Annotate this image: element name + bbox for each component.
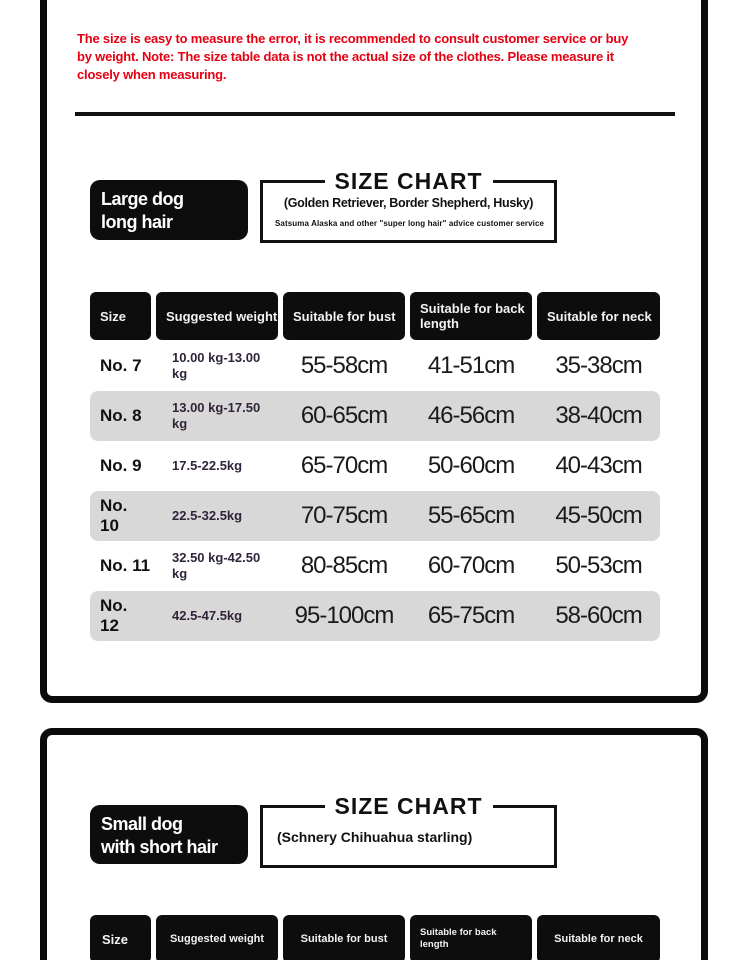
header-suitable-bust: Suitable for bust	[283, 292, 405, 340]
header-suitable-neck: Suitable for neck	[537, 915, 660, 960]
row-weight-value: 42.5-47.5kg	[172, 608, 243, 623]
large-dog-breeds: (Golden Retriever, Border Shepherd, Husky)	[283, 196, 534, 210]
header-suggested-weight: Suggested weight	[156, 915, 278, 960]
section-divider	[75, 112, 675, 116]
row-size: No. 10	[100, 496, 128, 535]
large-dog-size-table	[90, 292, 660, 641]
row-weight	[156, 441, 278, 491]
small-dog-chart-box	[260, 793, 557, 868]
table-row	[90, 341, 660, 391]
header-suitable-back-length: Suitable for back length	[410, 292, 532, 340]
header-size: Size	[90, 915, 151, 960]
row-weight-value: 17.5-22.5kg	[172, 458, 243, 473]
row-back-length: 46-56cm	[427, 402, 515, 429]
row-weight	[156, 591, 278, 641]
large-dog-label-line2: long hair	[101, 212, 173, 232]
header-size: Size	[90, 292, 151, 340]
table-header-row	[90, 292, 660, 340]
table-row	[90, 491, 660, 541]
small-dog-label-line2: with short hair	[101, 836, 218, 857]
row-size: No. 7	[100, 356, 142, 375]
small-dog-breeds: (Schnery Chihuahua starling)	[277, 828, 473, 845]
row-size: No. 8	[100, 406, 142, 425]
row-weight-value: 13.00 kg-17.50 kg	[172, 400, 261, 431]
small-dog-label-line1: Small dog	[101, 813, 183, 834]
row-weight	[156, 491, 278, 541]
row-bust: 60-65cm	[300, 402, 388, 429]
small-dog-size-table	[90, 915, 660, 960]
header-suitable-back-length	[410, 915, 532, 960]
header-suitable-bust: Suitable for bust	[283, 915, 405, 960]
row-bust: 70-75cm	[300, 502, 388, 529]
small-dog-label	[90, 805, 248, 864]
large-dog-chart-box	[260, 168, 557, 243]
row-weight	[156, 341, 278, 391]
row-weight	[156, 391, 278, 441]
large-dog-panel	[40, 0, 708, 703]
row-neck: 58-60cm	[555, 602, 642, 629]
row-neck: 38-40cm	[555, 402, 642, 429]
large-dog-label-line1: Large dog	[101, 189, 184, 209]
table-row	[90, 541, 660, 591]
header-suitable-neck: Suitable for neck	[537, 292, 660, 340]
row-size: No. 12	[100, 596, 128, 635]
row-back-length: 60-70cm	[427, 552, 515, 579]
row-neck: 50-53cm	[555, 552, 642, 579]
table-header-row	[90, 915, 660, 960]
small-dog-panel	[40, 728, 708, 960]
row-bust: 55-58cm	[300, 352, 388, 379]
header-suitable-back-length-text: Suitable for back length	[420, 927, 497, 950]
row-back-length: 55-65cm	[427, 502, 515, 529]
large-dog-note: Satsuma Alaska and other "super long hair" advice customer service	[275, 219, 545, 228]
size-warning-text: The size is easy to measure the error, it is recommended to consult customer service or buy by weight. Note: The size table data is not the actual size of the clothes. Please measure it closely when measuring.	[77, 31, 629, 82]
size-chart-title: SIZE CHART	[325, 793, 493, 820]
row-back-length: 41-51cm	[427, 352, 515, 379]
row-back-length: 65-75cm	[427, 602, 515, 629]
table-row	[90, 391, 660, 441]
row-weight-value: 10.00 kg-13.00 kg	[172, 350, 261, 381]
row-size: No. 11	[100, 556, 151, 575]
size-chart-title: SIZE CHART	[325, 168, 493, 195]
large-dog-label	[90, 180, 248, 240]
header-suggested-weight: Suggested weight	[156, 292, 278, 340]
row-neck: 45-50cm	[555, 502, 642, 529]
row-bust: 95-100cm	[294, 602, 394, 629]
row-back-length: 50-60cm	[427, 452, 515, 479]
row-bust: 80-85cm	[300, 552, 388, 579]
row-neck: 40-43cm	[555, 452, 642, 479]
table-row	[90, 441, 660, 491]
table-row	[90, 591, 660, 641]
row-bust: 65-70cm	[300, 452, 388, 479]
row-neck: 35-38cm	[555, 352, 642, 379]
row-weight-value: 32.50 kg-42.50 kg	[172, 550, 261, 581]
row-size: No. 9	[100, 456, 142, 475]
row-weight	[156, 541, 278, 591]
row-weight-value: 22.5-32.5kg	[172, 508, 243, 523]
